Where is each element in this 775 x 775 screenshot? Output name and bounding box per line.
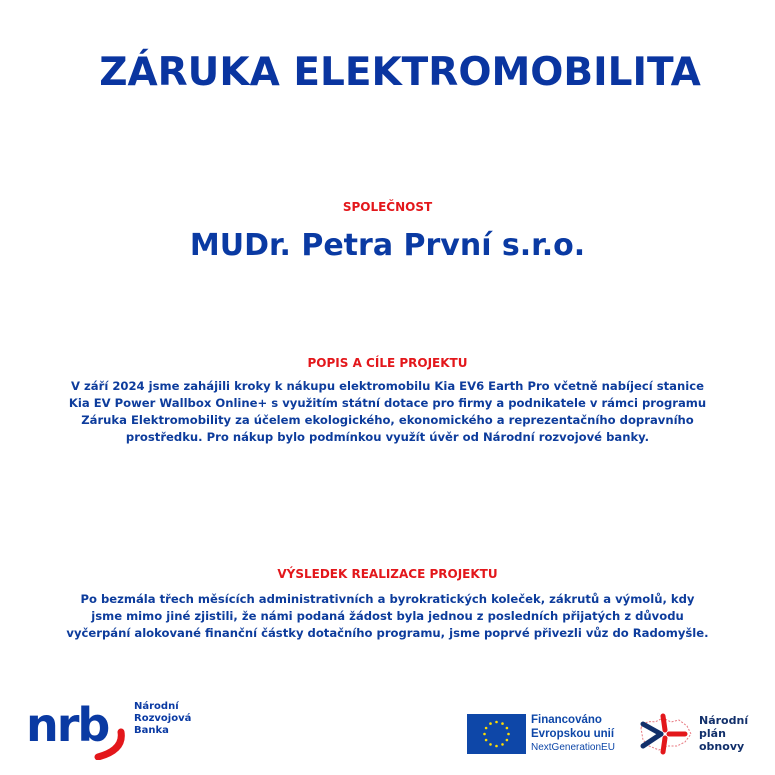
npo-logo-text [699,714,748,753]
npo-line: obnovy [699,740,745,753]
company-name: MUDr. Petra První s.r.o. [189,228,586,263]
nrb-line: Národní [134,701,179,712]
nrb-line: Rozvojová [134,713,192,724]
nrb-logo-text [134,701,191,737]
nrb-wordmark: nrb [26,700,109,752]
npo-logo-icon [635,710,695,758]
eu-star-icon [483,733,486,736]
text-line: jsme mimo jiné zjistili, že námi podaná žádost byla jednou z posledních přijatých z důvodu [91,609,684,623]
project-description-text [60,378,715,446]
eu-star-icon [489,743,492,746]
npo-line: plán [699,727,726,740]
page-title: ZÁRUKA ELEKTROMOBILITA [99,50,701,95]
eu-star-icon [501,743,504,746]
npo-line: Národní [699,714,749,727]
text-line: Záruka Elektromobility za účelem ekologického, ekonomického a reprezentačního dopravního [81,413,694,427]
text-line: prostředku. Pro nákup bylo podmínkou využít úvěr od Národní rozvojové banky. [125,430,650,444]
nrb-logo [26,700,226,760]
text-line: Po bezmála třech měsících administrativních a byrokratických koleček, zákrutů a výmolů, kdy [80,592,695,606]
eu-star-icon [507,733,510,736]
eu-line: Financováno [531,714,602,726]
eu-star-icon [495,721,498,724]
eu-star-icon [489,722,492,725]
text-line: vyčerpání alokované finanční částky dotačního programu, jsme poprvé přivezli vůz do Radomyšle. [66,626,709,640]
eu-flag-icon [467,714,526,754]
text-line: V září 2024 jsme zahájili kroky k nákupu elektromobilu Kia EV6 Earth Pro včetně nabíjecí stanice [71,379,704,393]
eu-star-icon [506,739,509,742]
eu-line: Evropskou unií [531,728,615,740]
project-description-label: POPIS A CÍLE PROJEKTU [307,356,468,370]
project-result-label: VÝSLEDEK REALIZACE PROJEKTU [277,567,498,581]
company-label: SPOLEČNOST [342,200,433,214]
nrb-line: Banka [134,725,169,736]
eu-star-icon [495,745,498,748]
eu-star-icon [485,739,488,742]
eu-star-icon [485,727,488,730]
project-result-text [60,591,715,642]
eu-star-icon [501,722,504,725]
eu-line: NextGenerationEU [531,742,615,753]
eu-star-icon [506,727,509,730]
eu-logo-text [531,713,615,754]
text-line: Kia EV Power Wallbox Online+ s využitím státní dotace pro firmy a podnikatele v rámci programu [68,396,707,410]
